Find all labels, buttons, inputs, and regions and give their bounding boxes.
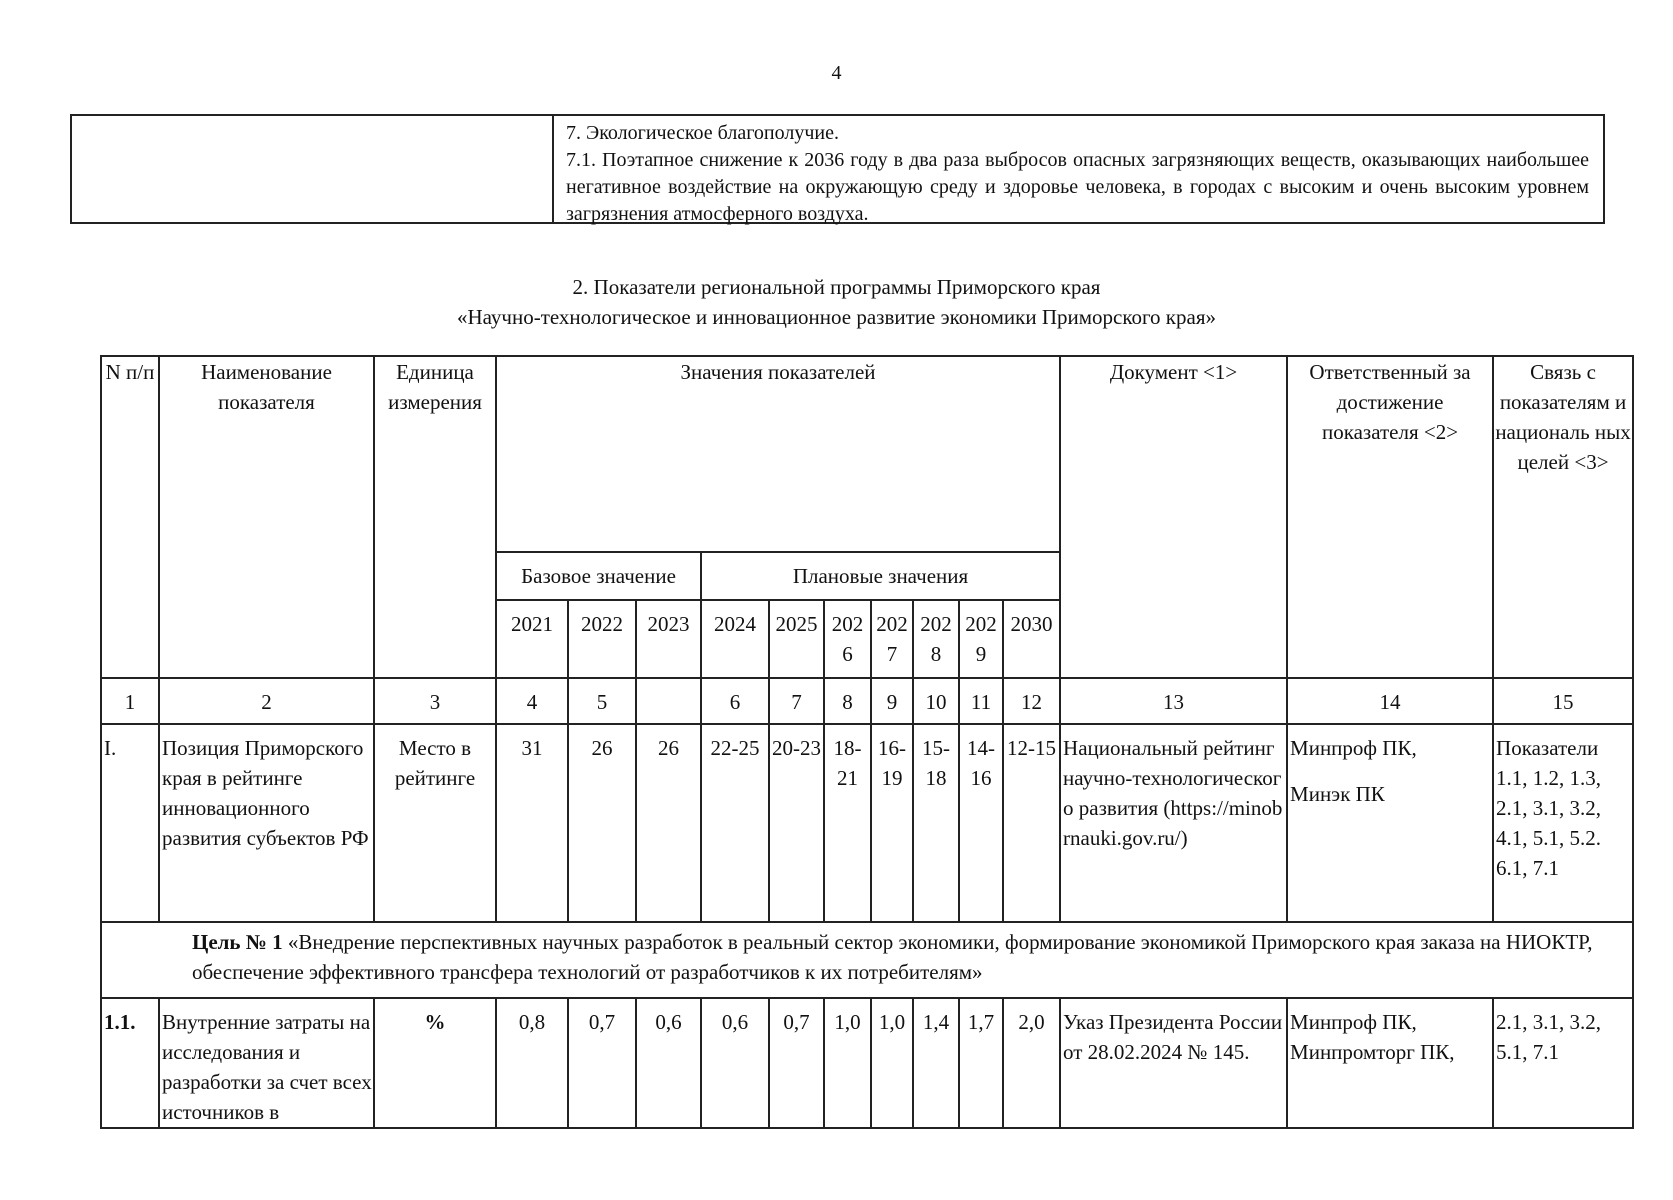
col-number: 3	[374, 678, 496, 724]
section-title	[0, 272, 1673, 332]
indicators-table	[100, 355, 1634, 1129]
continued-table-content	[554, 116, 1603, 225]
row2-value: 1,0	[824, 998, 871, 1128]
year-2030: 2030	[1003, 600, 1060, 678]
row1-value: 26	[568, 724, 636, 922]
table-row	[101, 724, 1633, 922]
row1-value: 18-21	[824, 724, 871, 922]
row1-value: 26	[636, 724, 701, 922]
col-number: 1	[101, 678, 159, 724]
year-2023: 2023	[636, 600, 701, 678]
header-responsible: Ответственный за достижение показателя <2>	[1287, 356, 1493, 678]
col-number: 15	[1493, 678, 1633, 724]
header-values: Значения показателей	[496, 356, 1060, 552]
row1-document: Национальный рейтинг научно-технологического развития (https://minobrnauki.gov.ru/)	[1060, 724, 1287, 922]
section-title-line1: 2. Показатели региональной программы Приморского края	[572, 275, 1101, 299]
goal-text: «Внедрение перспективных научных разработок в реальный сектор экономики, формирование экономикой Приморского края заказа на НИОКТР, обеспечение эффективного трансфера технологий от разработчиков к их потребителям»	[192, 930, 1593, 984]
year-2021: 2021	[496, 600, 568, 678]
goal-cell	[101, 922, 1633, 998]
col-number: 11	[959, 678, 1003, 724]
col-number: 12	[1003, 678, 1060, 724]
row1-link: Показатели 1.1, 1.2, 1.3, 2.1, 3.1, 3.2, 4.1, 5.1, 5.2. 6.1, 7.1	[1493, 724, 1633, 922]
header-name: Наименование показателя	[159, 356, 374, 678]
row2-value: 1,7	[959, 998, 1003, 1128]
row1-num: I.	[101, 724, 159, 922]
continued-table-empty-cell	[72, 116, 554, 222]
col-number	[636, 678, 701, 724]
row2-num: 1.1.	[101, 998, 159, 1128]
row2-value: 0,6	[701, 998, 769, 1128]
row1-value: 16-19	[871, 724, 913, 922]
year-2026: 202 6	[824, 600, 871, 678]
year-2029: 202 9	[959, 600, 1003, 678]
year-2027: 202 7	[871, 600, 913, 678]
header-plan: Плановые значения	[701, 552, 1060, 600]
row2-link: 2.1, 3.1, 3.2, 5.1, 7.1	[1493, 998, 1633, 1128]
continued-table	[70, 114, 1605, 224]
header-unit: Единица измерения	[374, 356, 496, 678]
row2-value: 2,0	[1003, 998, 1060, 1128]
row1-unit: Место в рейтинге	[374, 724, 496, 922]
row2-value: 0,8	[496, 998, 568, 1128]
row2-value: 0,7	[769, 998, 824, 1128]
col-number: 4	[496, 678, 568, 724]
year-2022: 2022	[568, 600, 636, 678]
row2-unit: %	[374, 998, 496, 1128]
row2-name: Внутренние затраты на исследования и разработки за счет всех источников в	[159, 998, 374, 1128]
col-number: 5	[568, 678, 636, 724]
national-goal-7-1: 7.1. Поэтапное снижение к 2036 году в два раза выбросов опасных загрязняющих веществ, оказывающих наибольшее негативное воздействие на окружающую среду и здоровье человека, в городах с высоким и очень высоким уровнем загрязнения атмосферного воздуха.	[566, 149, 1589, 225]
page-number: 4	[831, 62, 842, 84]
header-num: N п/п	[101, 356, 159, 678]
goal-row	[101, 922, 1633, 998]
table-row	[101, 998, 1633, 1128]
row2-value: 0,7	[568, 998, 636, 1128]
row1-responsible-1: Минпроф ПК,	[1290, 736, 1417, 760]
header-link: Связь с показателям и националь ных целей <3>	[1493, 356, 1633, 678]
col-number: 2	[159, 678, 374, 724]
row2-value: 1,4	[913, 998, 959, 1128]
row1-value: 12-15	[1003, 724, 1060, 922]
row1-responsible-2: Минэк ПК	[1290, 782, 1385, 806]
goal-label: Цель № 1	[192, 930, 283, 954]
row1-value: 22-25	[701, 724, 769, 922]
col-number: 10	[913, 678, 959, 724]
col-number: 7	[769, 678, 824, 724]
row1-value: 20-23	[769, 724, 824, 922]
year-2025: 2025	[769, 600, 824, 678]
col-number: 8	[824, 678, 871, 724]
section-title-line2: «Научно-технологическое и инновационное развитие экономики Приморского края»	[457, 305, 1216, 329]
row1-value: 14-16	[959, 724, 1003, 922]
row2-document: Указ Президента России от 28.02.2024 № 145.	[1060, 998, 1287, 1128]
row2-value: 0,6	[636, 998, 701, 1128]
year-2024: 2024	[701, 600, 769, 678]
national-goal-7: 7. Экологическое благополучие.	[566, 122, 839, 144]
row1-value: 15-18	[913, 724, 959, 922]
col-number: 9	[871, 678, 913, 724]
row1-name: Позиция Приморского края в рейтинге инновационного развития субъектов РФ	[159, 724, 374, 922]
row2-value: 1,0	[871, 998, 913, 1128]
col-number: 6	[701, 678, 769, 724]
header-document: Документ <1>	[1060, 356, 1287, 678]
col-number: 13	[1060, 678, 1287, 724]
row1-responsible	[1287, 724, 1493, 922]
header-base: Базовое значение	[496, 552, 701, 600]
col-number: 14	[1287, 678, 1493, 724]
row2-responsible: Минпроф ПК, Минпромторг ПК,	[1287, 998, 1493, 1128]
year-2028: 202 8	[913, 600, 959, 678]
row1-value: 31	[496, 724, 568, 922]
